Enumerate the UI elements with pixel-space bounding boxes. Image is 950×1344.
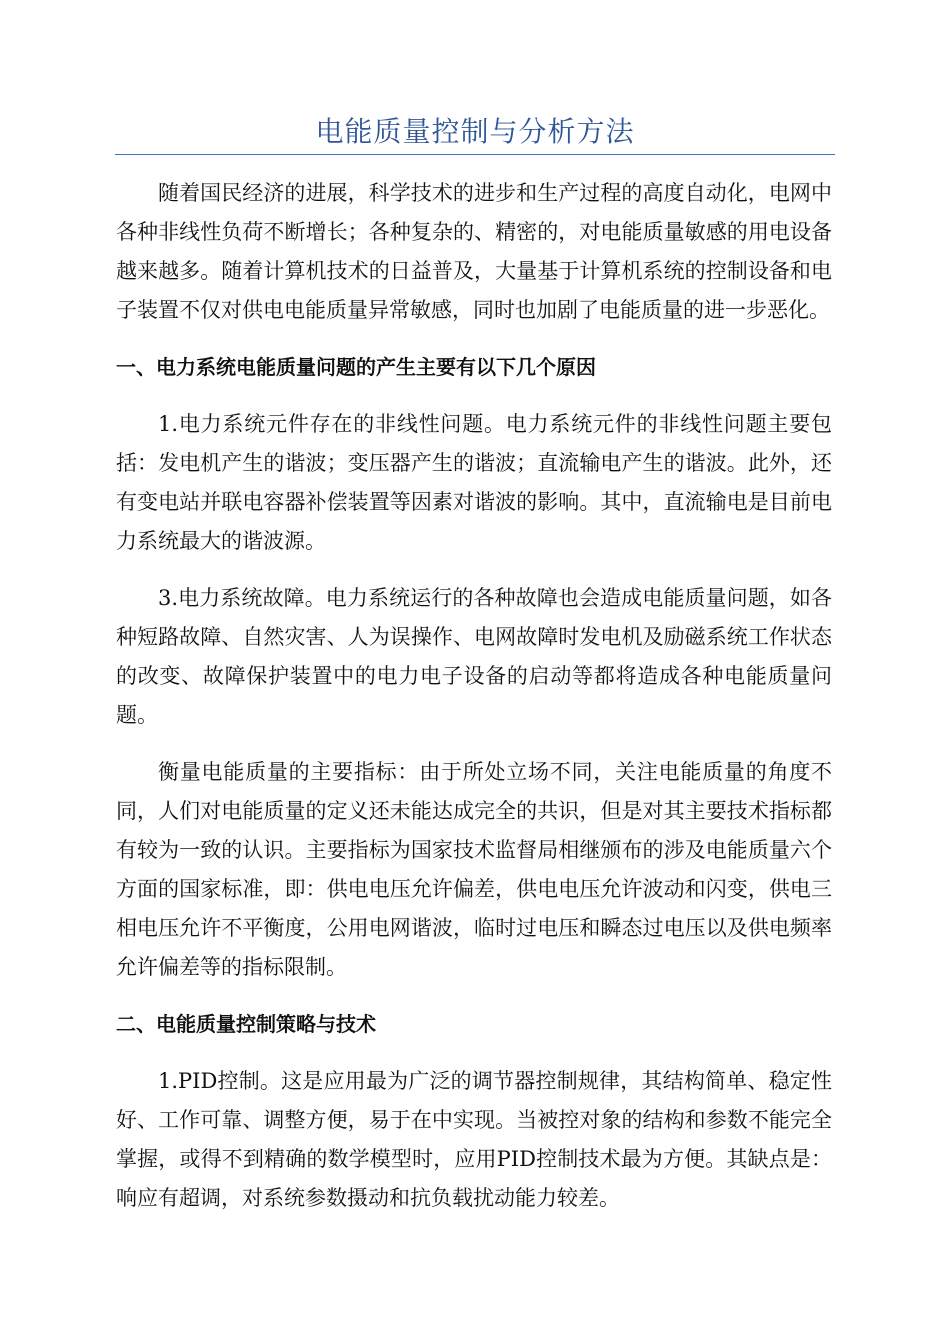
- section-heading-control-strategy: 二、电能质量控制策略与技术: [116, 1012, 376, 1036]
- intro-paragraph: 随着国民经济的进展，科学技术的进步和生产过程的高度自动化，电网中各种非线性负荷不断增长；各种复杂的、精密的，对电能质量敏感的用电设备越来越多。随着计算机技术的日益普及，大量基于计算机系统的控制设备和电子装置不仅对供电电能质量异常敏感，同时也加剧了电能质量的进一步恶化。: [116, 181, 832, 322]
- paragraph-pid-control: 1.PID控制。这是应用最为广泛的调节器控制规律，其结构简单、稳定性好、工作可靠、调整方便，易于在中实现。当被控对象的结构和参数不能完全掌握，或得不到精确的数学模型时，应用PID控制技术最为方便。其缺点是：响应有超调，对系统参数摄动和抗负载扰动能力较差。: [116, 1069, 832, 1210]
- paragraph-system-faults: 3.电力系统故障。电力系统运行的各种故障也会造成电能质量问题，如各种短路故障、自然灾害、人为误操作、电网故障时发电机及励磁系统工作状态的改变、故障保护装置中的电力电子设备的启动等都将造成各种电能质量问题。: [116, 586, 832, 727]
- paragraph-nonlinear-elements: 1.电力系统元件存在的非线性问题。电力系统元件的非线性问题主要包括：发电机产生的谐波；变压器产生的谐波；直流输电产生的谐波。此外，还有变电站并联电容器补偿装置等因素对谐波的影响。其中，直流输电是目前电力系统最大的谐波源。: [116, 412, 832, 553]
- document-title: 电能质量控制与分析方法: [315, 115, 635, 148]
- section-heading-causes: 一、电力系统电能质量问题的产生主要有以下几个原因: [116, 355, 596, 379]
- document-body: [116, 174, 832, 1236]
- paragraph-quality-indicators: 衡量电能质量的主要指标：由于所处立场不同，关注电能质量的角度不同，人们对电能质量的定义还未能达成完全的共识，但是对其主要技术指标都有较为一致的认识。主要指标为国家技术监督局相继颁布的涉及电能质量六个方面的国家标准，即：供电电压允许偏差，供电电压允许波动和闪变，供电三相电压允许不平衡度，公用电网谐波，临时过电压和瞬态过电压以及供电频率允许偏差等的指标限制。: [116, 760, 832, 979]
- title-underline: [115, 154, 835, 155]
